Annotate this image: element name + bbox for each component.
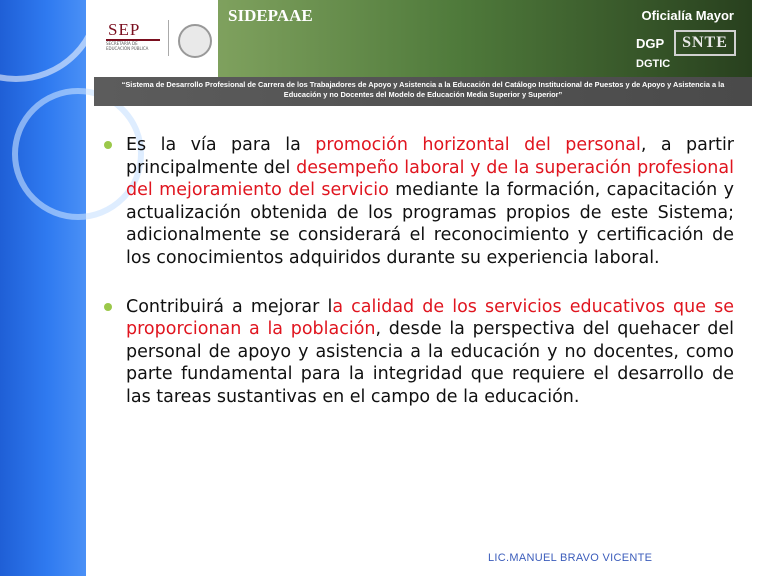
left-decorative-band: [0, 0, 86, 576]
slide-header: [94, 0, 752, 106]
snte-logo: SNTE: [674, 30, 736, 56]
national-seal-icon: [178, 24, 212, 58]
bullet-icon: [104, 303, 112, 311]
paragraph-text: Es la vía para la: [126, 135, 316, 155]
logo-divider: [168, 20, 169, 56]
sep-logo-text: SEP: [108, 20, 141, 39]
highlight-text: a calidad de los servicios educativos que se proporcionan a la población: [126, 296, 735, 340]
dgtic-label: DGTIC: [636, 58, 671, 70]
paragraph-text: , desde la perspectiva del quehacer del personal de apoyo y asistencia a la educación y no docentes, como parte fundamental para la integridad que requiere el desarrollo de las tareas sustantivas en el campo de la educación.: [126, 319, 734, 407]
bullet-paragraph-2: [104, 296, 734, 409]
bullet-paragraph-1: [104, 134, 734, 270]
header-subtitle: “Sistema de Desarrollo Profesional de Carrera de los Trabajadores de Apoyo y Asistencia a la Educación del Catálogo Institucional de Puestos y de Apoyo y Asistencia a la Educación y no Docentes del Modelo de Educación Media Superior y Superior”: [121, 80, 725, 99]
highlight-text: desempeño laboral y de la superación profesional del mejoramiento del servicio: [126, 157, 734, 201]
decorative-ring-top: [0, 0, 102, 82]
paragraph-text: Contribuirá a mejorar l: [126, 296, 333, 317]
header-subtitle-band: [94, 77, 752, 106]
paragraph-text: mediante la formación, capacitación y actualización obtenida de los programas propios de este Sistema; adicionalmente se considerará el reconocimiento y certificación de los conocimientos adquiridos durante su experiencia laboral.: [126, 180, 734, 268]
bullet-icon: [104, 141, 112, 149]
slide-content: [104, 134, 734, 409]
oficialia-mayor-label: Oficialía Mayor: [641, 8, 734, 23]
highlight-text: promoción horizontal del personal: [315, 135, 641, 155]
sep-logo-area: [94, 0, 218, 77]
dgp-label: DGP: [636, 36, 665, 51]
header-title: SIDEPAAE: [228, 6, 313, 25]
sep-logo-subtitle: SECRETARÍA DE EDUCACIÓN PÚBLICA: [106, 41, 149, 51]
header-title-area: [218, 0, 752, 77]
paragraph-text: , a partir principalmente del: [126, 135, 734, 178]
footer-author: LIC.MANUEL BRAVO VICENTE: [488, 552, 653, 564]
